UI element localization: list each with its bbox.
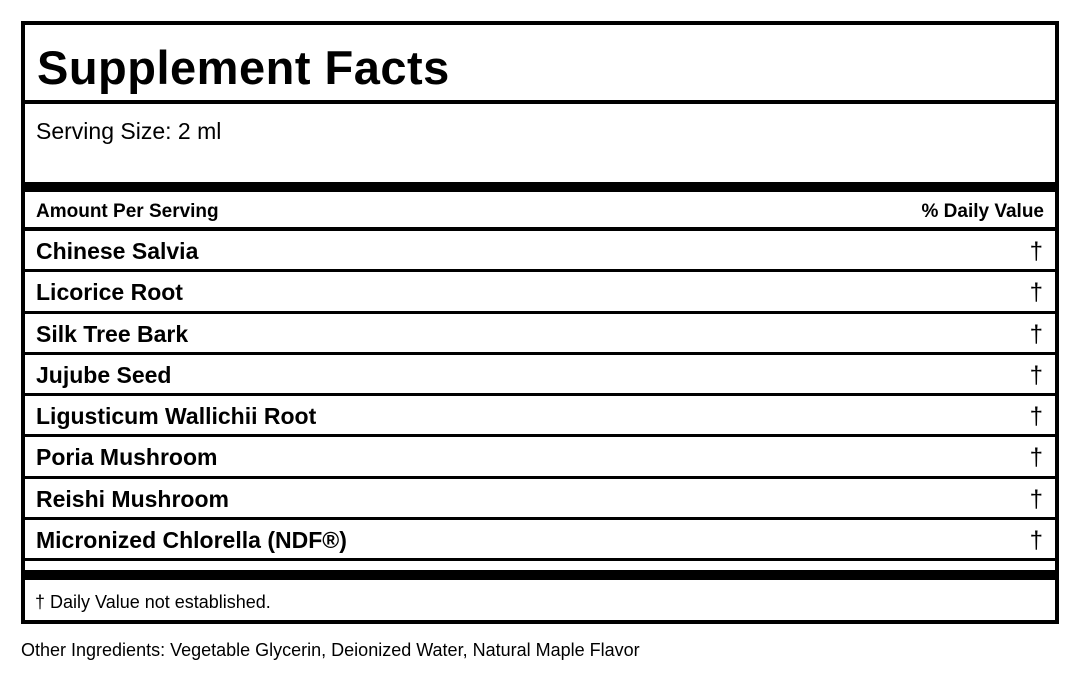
ingredient-name: Poria Mushroom [36, 444, 218, 471]
ingredient-name: Micronized Chlorella (NDF®) [36, 527, 347, 554]
ingredient-row [25, 520, 1055, 561]
ingredient-name: Reishi Mushroom [36, 485, 229, 512]
other-ingredients-text: Other Ingredients: Vegetable Glycerin, Deionized Water, Natural Maple Flavor [21, 640, 640, 660]
column-header-row [25, 192, 1055, 231]
ingredient-row [25, 396, 1055, 437]
thick-divider-bottom [25, 570, 1055, 580]
dagger-symbol: † [1029, 279, 1043, 307]
dagger-symbol: † [1029, 238, 1043, 265]
serving-size-row [25, 104, 1055, 182]
thick-divider-top [25, 182, 1055, 192]
ingredient-name: Jujube Seed [36, 361, 172, 388]
dagger-symbol: † [1029, 320, 1043, 348]
ingredient-row [25, 231, 1055, 272]
amount-per-serving-header: Amount Per Serving [36, 201, 219, 222]
dagger-symbol: † [1029, 361, 1043, 389]
ingredient-name: Licorice Root [36, 279, 183, 306]
dagger-symbol: † [1029, 403, 1043, 431]
ingredient-row [25, 479, 1055, 520]
dagger-symbol: † [1029, 527, 1043, 555]
ingredient-name: Ligusticum Wallichii Root [36, 403, 317, 430]
supplement-facts-panel [21, 21, 1059, 624]
ingredient-row [25, 272, 1055, 313]
ingredient-list [25, 231, 1055, 561]
ingredient-row [25, 437, 1055, 478]
ingredient-name: Chinese Salvia [36, 238, 199, 264]
blank-spacer-row [25, 562, 1055, 570]
dagger-symbol: † [1029, 444, 1043, 472]
footnote-row [25, 580, 1055, 620]
ingredient-row [25, 314, 1055, 355]
ingredient-row [25, 355, 1055, 396]
dagger-symbol: † [1029, 485, 1043, 513]
daily-value-header: % Daily Value [921, 201, 1044, 222]
daily-value-footnote: † Daily Value not established. [35, 592, 271, 612]
serving-size: Serving Size: 2 ml [36, 118, 222, 144]
title-row [25, 25, 1055, 104]
ingredient-name: Silk Tree Bark [36, 320, 189, 347]
panel-title: Supplement Facts [37, 41, 450, 94]
